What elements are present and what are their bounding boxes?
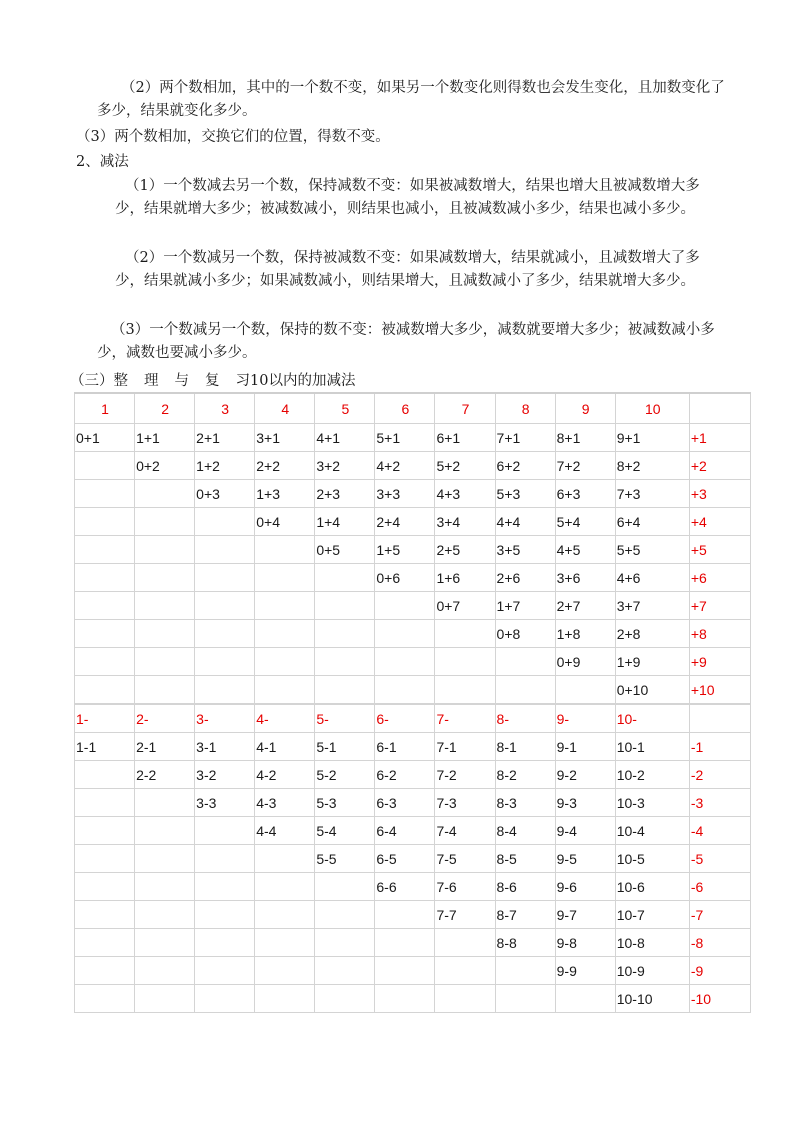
header-cell: 7-: [435, 705, 495, 733]
equation-cell: 2+7: [555, 592, 615, 620]
equation-cell: 5+5: [615, 536, 689, 564]
equation-cell: 4+2: [375, 452, 435, 480]
equation-cell: [135, 508, 195, 536]
equation-cell: 6-4: [375, 817, 435, 845]
header-cell: 7: [435, 393, 495, 424]
table-row: [75, 480, 751, 508]
equation-cell: 8-5: [495, 845, 555, 873]
equation-cell: [315, 676, 375, 704]
operation-label-cell: -9: [689, 957, 750, 985]
equation-cell: 8-2: [495, 761, 555, 789]
header-cell: 1-: [75, 705, 135, 733]
operation-label-cell: -5: [689, 845, 750, 873]
equation-cell: 3+5: [495, 536, 555, 564]
equation-cell: [195, 592, 255, 620]
equation-cell: [255, 564, 315, 592]
equation-cell: [75, 480, 135, 508]
equation-cell: [255, 676, 315, 704]
equation-cell: [315, 620, 375, 648]
equation-cell: 1+1: [135, 424, 195, 452]
equation-cell: [135, 817, 195, 845]
table-row: [75, 901, 751, 929]
equation-cell: 8-4: [495, 817, 555, 845]
equation-cell: [375, 985, 435, 1013]
equation-cell: [435, 648, 495, 676]
equation-cell: [255, 901, 315, 929]
subtraction-rule-1: （1）一个数减去另一个数，保持减数不变：如果被减数增大，结果也增大且被减数增大多少，结果就增大多少；被减数减小，则结果也减小，且被减数减小多少，结果也减小多少。: [115, 178, 700, 217]
equation-cell: 0+9: [555, 648, 615, 676]
equation-cell: 10-8: [615, 929, 689, 957]
header-cell: 8: [495, 393, 555, 424]
addition-table: [74, 392, 751, 704]
equation-cell: [195, 564, 255, 592]
subtraction-heading: 2、减法: [76, 154, 129, 170]
equation-cell: [135, 564, 195, 592]
header-cell: 5: [315, 393, 375, 424]
equation-cell: 1+4: [315, 508, 375, 536]
equation-cell: [255, 845, 315, 873]
equation-cell: 0+10: [615, 676, 689, 704]
equation-cell: 3-1: [195, 733, 255, 761]
equation-cell: 6+4: [615, 508, 689, 536]
operation-label-cell: -7: [689, 901, 750, 929]
equation-cell: 9-8: [555, 929, 615, 957]
equation-cell: [195, 929, 255, 957]
table-row: [75, 957, 751, 985]
table-row: [75, 985, 751, 1013]
equation-cell: 9-5: [555, 845, 615, 873]
equation-cell: 0+1: [75, 424, 135, 452]
equation-cell: 4-3: [255, 789, 315, 817]
subtraction-table: [74, 704, 751, 1013]
equation-cell: [315, 873, 375, 901]
equation-cell: [195, 676, 255, 704]
equation-cell: 2+3: [315, 480, 375, 508]
equation-cell: [135, 648, 195, 676]
operation-label-cell: +7: [689, 592, 750, 620]
header-cell: 6: [375, 393, 435, 424]
equation-cell: 10-6: [615, 873, 689, 901]
equation-cell: [495, 648, 555, 676]
equation-cell: 4+4: [495, 508, 555, 536]
equation-cell: 7+3: [615, 480, 689, 508]
table-row: [75, 620, 751, 648]
equation-cell: [135, 480, 195, 508]
equation-cell: 0+8: [495, 620, 555, 648]
equation-cell: [555, 676, 615, 704]
equation-cell: [435, 929, 495, 957]
equation-cell: 0+5: [315, 536, 375, 564]
table-row: [75, 648, 751, 676]
equation-cell: 6+2: [495, 452, 555, 480]
equation-cell: 4-4: [255, 817, 315, 845]
equation-cell: [375, 620, 435, 648]
equation-cell: 3+1: [255, 424, 315, 452]
equation-cell: 7+1: [495, 424, 555, 452]
equation-cell: 8+2: [615, 452, 689, 480]
equation-cell: [255, 536, 315, 564]
equation-cell: 2+4: [375, 508, 435, 536]
equation-cell: 2+2: [255, 452, 315, 480]
equation-cell: 5-3: [315, 789, 375, 817]
header-cell: 4: [255, 393, 315, 424]
equation-cell: 8-7: [495, 901, 555, 929]
table-row: [75, 508, 751, 536]
equation-cell: 2-2: [135, 761, 195, 789]
equation-cell: [135, 845, 195, 873]
equation-cell: [75, 789, 135, 817]
equation-cell: [315, 929, 375, 957]
operation-label-cell: -4: [689, 817, 750, 845]
equation-cell: 6-5: [375, 845, 435, 873]
equation-cell: 2+1: [195, 424, 255, 452]
equation-cell: [75, 592, 135, 620]
equation-cell: 1-1: [75, 733, 135, 761]
table-row: [75, 873, 751, 901]
equation-cell: [315, 564, 375, 592]
equation-cell: 9-4: [555, 817, 615, 845]
equation-cell: [135, 789, 195, 817]
header-cell: 9: [555, 393, 615, 424]
equation-cell: [375, 901, 435, 929]
equation-cell: [435, 620, 495, 648]
equation-cell: 2-1: [135, 733, 195, 761]
equation-cell: [195, 508, 255, 536]
table-row: [75, 564, 751, 592]
operation-label-cell: -2: [689, 761, 750, 789]
equation-cell: 1+5: [375, 536, 435, 564]
operation-label-cell: +6: [689, 564, 750, 592]
equation-cell: 1+8: [555, 620, 615, 648]
equation-cell: 7-6: [435, 873, 495, 901]
equation-cell: [75, 845, 135, 873]
equation-cell: [75, 452, 135, 480]
header-row: [75, 705, 751, 733]
equation-cell: 10-2: [615, 761, 689, 789]
equation-cell: 8-6: [495, 873, 555, 901]
equation-cell: [195, 957, 255, 985]
equation-cell: [75, 508, 135, 536]
equation-cell: 6-6: [375, 873, 435, 901]
equation-cell: [375, 592, 435, 620]
equation-cell: [195, 648, 255, 676]
equation-cell: [195, 536, 255, 564]
equation-cell: [495, 676, 555, 704]
equation-cell: [315, 901, 375, 929]
equation-cell: 1+2: [195, 452, 255, 480]
table-row: [75, 592, 751, 620]
header-row: [75, 393, 751, 424]
operation-label-cell: +4: [689, 508, 750, 536]
equation-cell: [75, 957, 135, 985]
table-row: [75, 929, 751, 957]
subtraction-rule-2: （2）一个数减另一个数，保持被减数不变：如果减数增大，结果就减小，且减数增大了多少，结果就减小多少；如果减数减小，则结果增大，且减数减小了多少，结果就增大多少。: [115, 250, 700, 289]
equation-cell: 3-2: [195, 761, 255, 789]
equation-cell: [135, 536, 195, 564]
equation-cell: [435, 676, 495, 704]
equation-cell: [135, 901, 195, 929]
equation-cell: 4+6: [615, 564, 689, 592]
table-row: [75, 761, 751, 789]
equation-cell: [255, 620, 315, 648]
equation-cell: 10-3: [615, 789, 689, 817]
equation-cell: 6-3: [375, 789, 435, 817]
header-cell: 8-: [495, 705, 555, 733]
equation-cell: 7-1: [435, 733, 495, 761]
equation-cell: 0+6: [375, 564, 435, 592]
equation-cell: 2+5: [435, 536, 495, 564]
operation-label-cell: +10: [689, 676, 750, 704]
equation-cell: [75, 676, 135, 704]
operation-label-cell: +3: [689, 480, 750, 508]
equation-cell: 9-2: [555, 761, 615, 789]
equation-cell: [135, 957, 195, 985]
operation-label-cell: -8: [689, 929, 750, 957]
header-cell: [689, 393, 750, 424]
equation-cell: [315, 592, 375, 620]
equation-cell: [375, 676, 435, 704]
equation-cell: [435, 985, 495, 1013]
equation-cell: 4+3: [435, 480, 495, 508]
operation-label-cell: +8: [689, 620, 750, 648]
equation-cell: 9-7: [555, 901, 615, 929]
equation-cell: [195, 620, 255, 648]
equation-cell: [315, 985, 375, 1013]
equation-cell: 3+6: [555, 564, 615, 592]
header-cell: 3-: [195, 705, 255, 733]
equation-cell: 3+4: [435, 508, 495, 536]
equation-cell: 10-4: [615, 817, 689, 845]
equation-cell: 9-9: [555, 957, 615, 985]
equation-cell: [195, 873, 255, 901]
equation-cell: 3-3: [195, 789, 255, 817]
equation-cell: 8-8: [495, 929, 555, 957]
addition-rule-2: （2）两个数相加，其中的一个数不变，如果另一个数变化则得数也会发生变化，且加数变化了多少，结果就变化多少。: [97, 80, 725, 119]
operation-label-cell: +9: [689, 648, 750, 676]
equation-cell: [135, 620, 195, 648]
header-cell: 9-: [555, 705, 615, 733]
table-row: [75, 676, 751, 704]
equation-cell: 0+2: [135, 452, 195, 480]
equation-cell: 4+1: [315, 424, 375, 452]
equation-cell: [255, 985, 315, 1013]
equation-cell: 7-2: [435, 761, 495, 789]
equation-cell: 10-1: [615, 733, 689, 761]
table-row: [75, 817, 751, 845]
table-row: [75, 789, 751, 817]
header-cell: 6-: [375, 705, 435, 733]
section-heading: （三）整 理 与 复 习10以内的加减法: [70, 373, 356, 389]
equation-cell: [135, 676, 195, 704]
equation-cell: [135, 985, 195, 1013]
table-row: [75, 452, 751, 480]
equation-cell: [255, 957, 315, 985]
equation-cell: 5+3: [495, 480, 555, 508]
equation-cell: 4-2: [255, 761, 315, 789]
equation-cell: 6-2: [375, 761, 435, 789]
equation-cell: 0+4: [255, 508, 315, 536]
equation-cell: 10-10: [615, 985, 689, 1013]
equation-cell: [75, 761, 135, 789]
equation-cell: [75, 620, 135, 648]
equation-cell: [135, 592, 195, 620]
equation-cell: 9-1: [555, 733, 615, 761]
equation-cell: [195, 817, 255, 845]
equation-cell: 6+3: [555, 480, 615, 508]
table-row: [75, 845, 751, 873]
equation-cell: [75, 901, 135, 929]
header-cell: [689, 705, 750, 733]
operation-label-cell: +2: [689, 452, 750, 480]
equation-cell: 3+2: [315, 452, 375, 480]
equation-cell: 7-5: [435, 845, 495, 873]
equation-cell: [375, 957, 435, 985]
equation-cell: 0+3: [195, 480, 255, 508]
header-cell: 3: [195, 393, 255, 424]
equation-cell: [315, 648, 375, 676]
equation-cell: 3+3: [375, 480, 435, 508]
equation-cell: 3+7: [615, 592, 689, 620]
addition-rule-3: （3）两个数相加，交换它们的位置，得数不变。: [76, 129, 390, 145]
operation-label-cell: -1: [689, 733, 750, 761]
header-cell: 2-: [135, 705, 195, 733]
equation-cell: [195, 845, 255, 873]
equation-cell: 2+6: [495, 564, 555, 592]
equation-cell: 5-1: [315, 733, 375, 761]
equation-cell: [255, 873, 315, 901]
equation-cell: [255, 929, 315, 957]
equation-cell: 9-3: [555, 789, 615, 817]
equation-cell: 5-2: [315, 761, 375, 789]
operation-label-cell: +5: [689, 536, 750, 564]
equation-cell: 10-7: [615, 901, 689, 929]
equation-cell: 7-7: [435, 901, 495, 929]
equation-cell: 5-4: [315, 817, 375, 845]
equation-cell: [555, 985, 615, 1013]
equation-cell: 6+1: [435, 424, 495, 452]
equation-cell: [315, 957, 375, 985]
header-cell: 1: [75, 393, 135, 424]
equation-cell: 1+7: [495, 592, 555, 620]
equation-cell: 8-3: [495, 789, 555, 817]
operation-label-cell: -3: [689, 789, 750, 817]
equation-cell: 4-1: [255, 733, 315, 761]
equation-cell: [435, 957, 495, 985]
equation-cell: 5+4: [555, 508, 615, 536]
equation-cell: 7-4: [435, 817, 495, 845]
equation-cell: [135, 929, 195, 957]
equation-cell: 0+7: [435, 592, 495, 620]
equation-cell: 6-1: [375, 733, 435, 761]
operation-label-cell: -10: [689, 985, 750, 1013]
equation-cell: [75, 564, 135, 592]
equation-cell: [75, 929, 135, 957]
equation-cell: [255, 648, 315, 676]
equation-cell: 1+6: [435, 564, 495, 592]
equation-cell: 1+9: [615, 648, 689, 676]
header-cell: 5-: [315, 705, 375, 733]
equation-cell: 10-5: [615, 845, 689, 873]
equation-cell: 9+1: [615, 424, 689, 452]
subtraction-rule-3: （3）一个数减另一个数，保持的数不变：被减数增大多少，减数就要增大多少；被减数减小多少，减数也要减小多少。: [97, 322, 715, 361]
table-row: [75, 536, 751, 564]
equation-cell: [135, 873, 195, 901]
equation-cell: [195, 985, 255, 1013]
header-cell: 10-: [615, 705, 689, 733]
equation-cell: [255, 592, 315, 620]
equation-cell: [495, 957, 555, 985]
equation-cell: [75, 817, 135, 845]
equation-cell: 5-5: [315, 845, 375, 873]
equation-cell: 10-9: [615, 957, 689, 985]
equation-cell: [375, 648, 435, 676]
header-cell: 2: [135, 393, 195, 424]
equation-cell: 5+1: [375, 424, 435, 452]
equation-cell: 1+3: [255, 480, 315, 508]
equation-cell: 2+8: [615, 620, 689, 648]
equation-cell: 8+1: [555, 424, 615, 452]
equation-cell: 7-3: [435, 789, 495, 817]
header-cell: 10: [615, 393, 689, 424]
equation-cell: [375, 929, 435, 957]
operation-label-cell: +1: [689, 424, 750, 452]
operation-label-cell: -6: [689, 873, 750, 901]
equation-cell: 8-1: [495, 733, 555, 761]
equation-cell: [195, 901, 255, 929]
table-row: [75, 733, 751, 761]
equation-cell: 5+2: [435, 452, 495, 480]
equation-cell: [75, 985, 135, 1013]
header-cell: 4-: [255, 705, 315, 733]
equation-cell: 9-6: [555, 873, 615, 901]
table-row: [75, 424, 751, 452]
equation-cell: [75, 648, 135, 676]
equation-cell: [495, 985, 555, 1013]
equation-cell: 7+2: [555, 452, 615, 480]
equation-cell: [75, 536, 135, 564]
equation-cell: [75, 873, 135, 901]
equation-cell: 4+5: [555, 536, 615, 564]
